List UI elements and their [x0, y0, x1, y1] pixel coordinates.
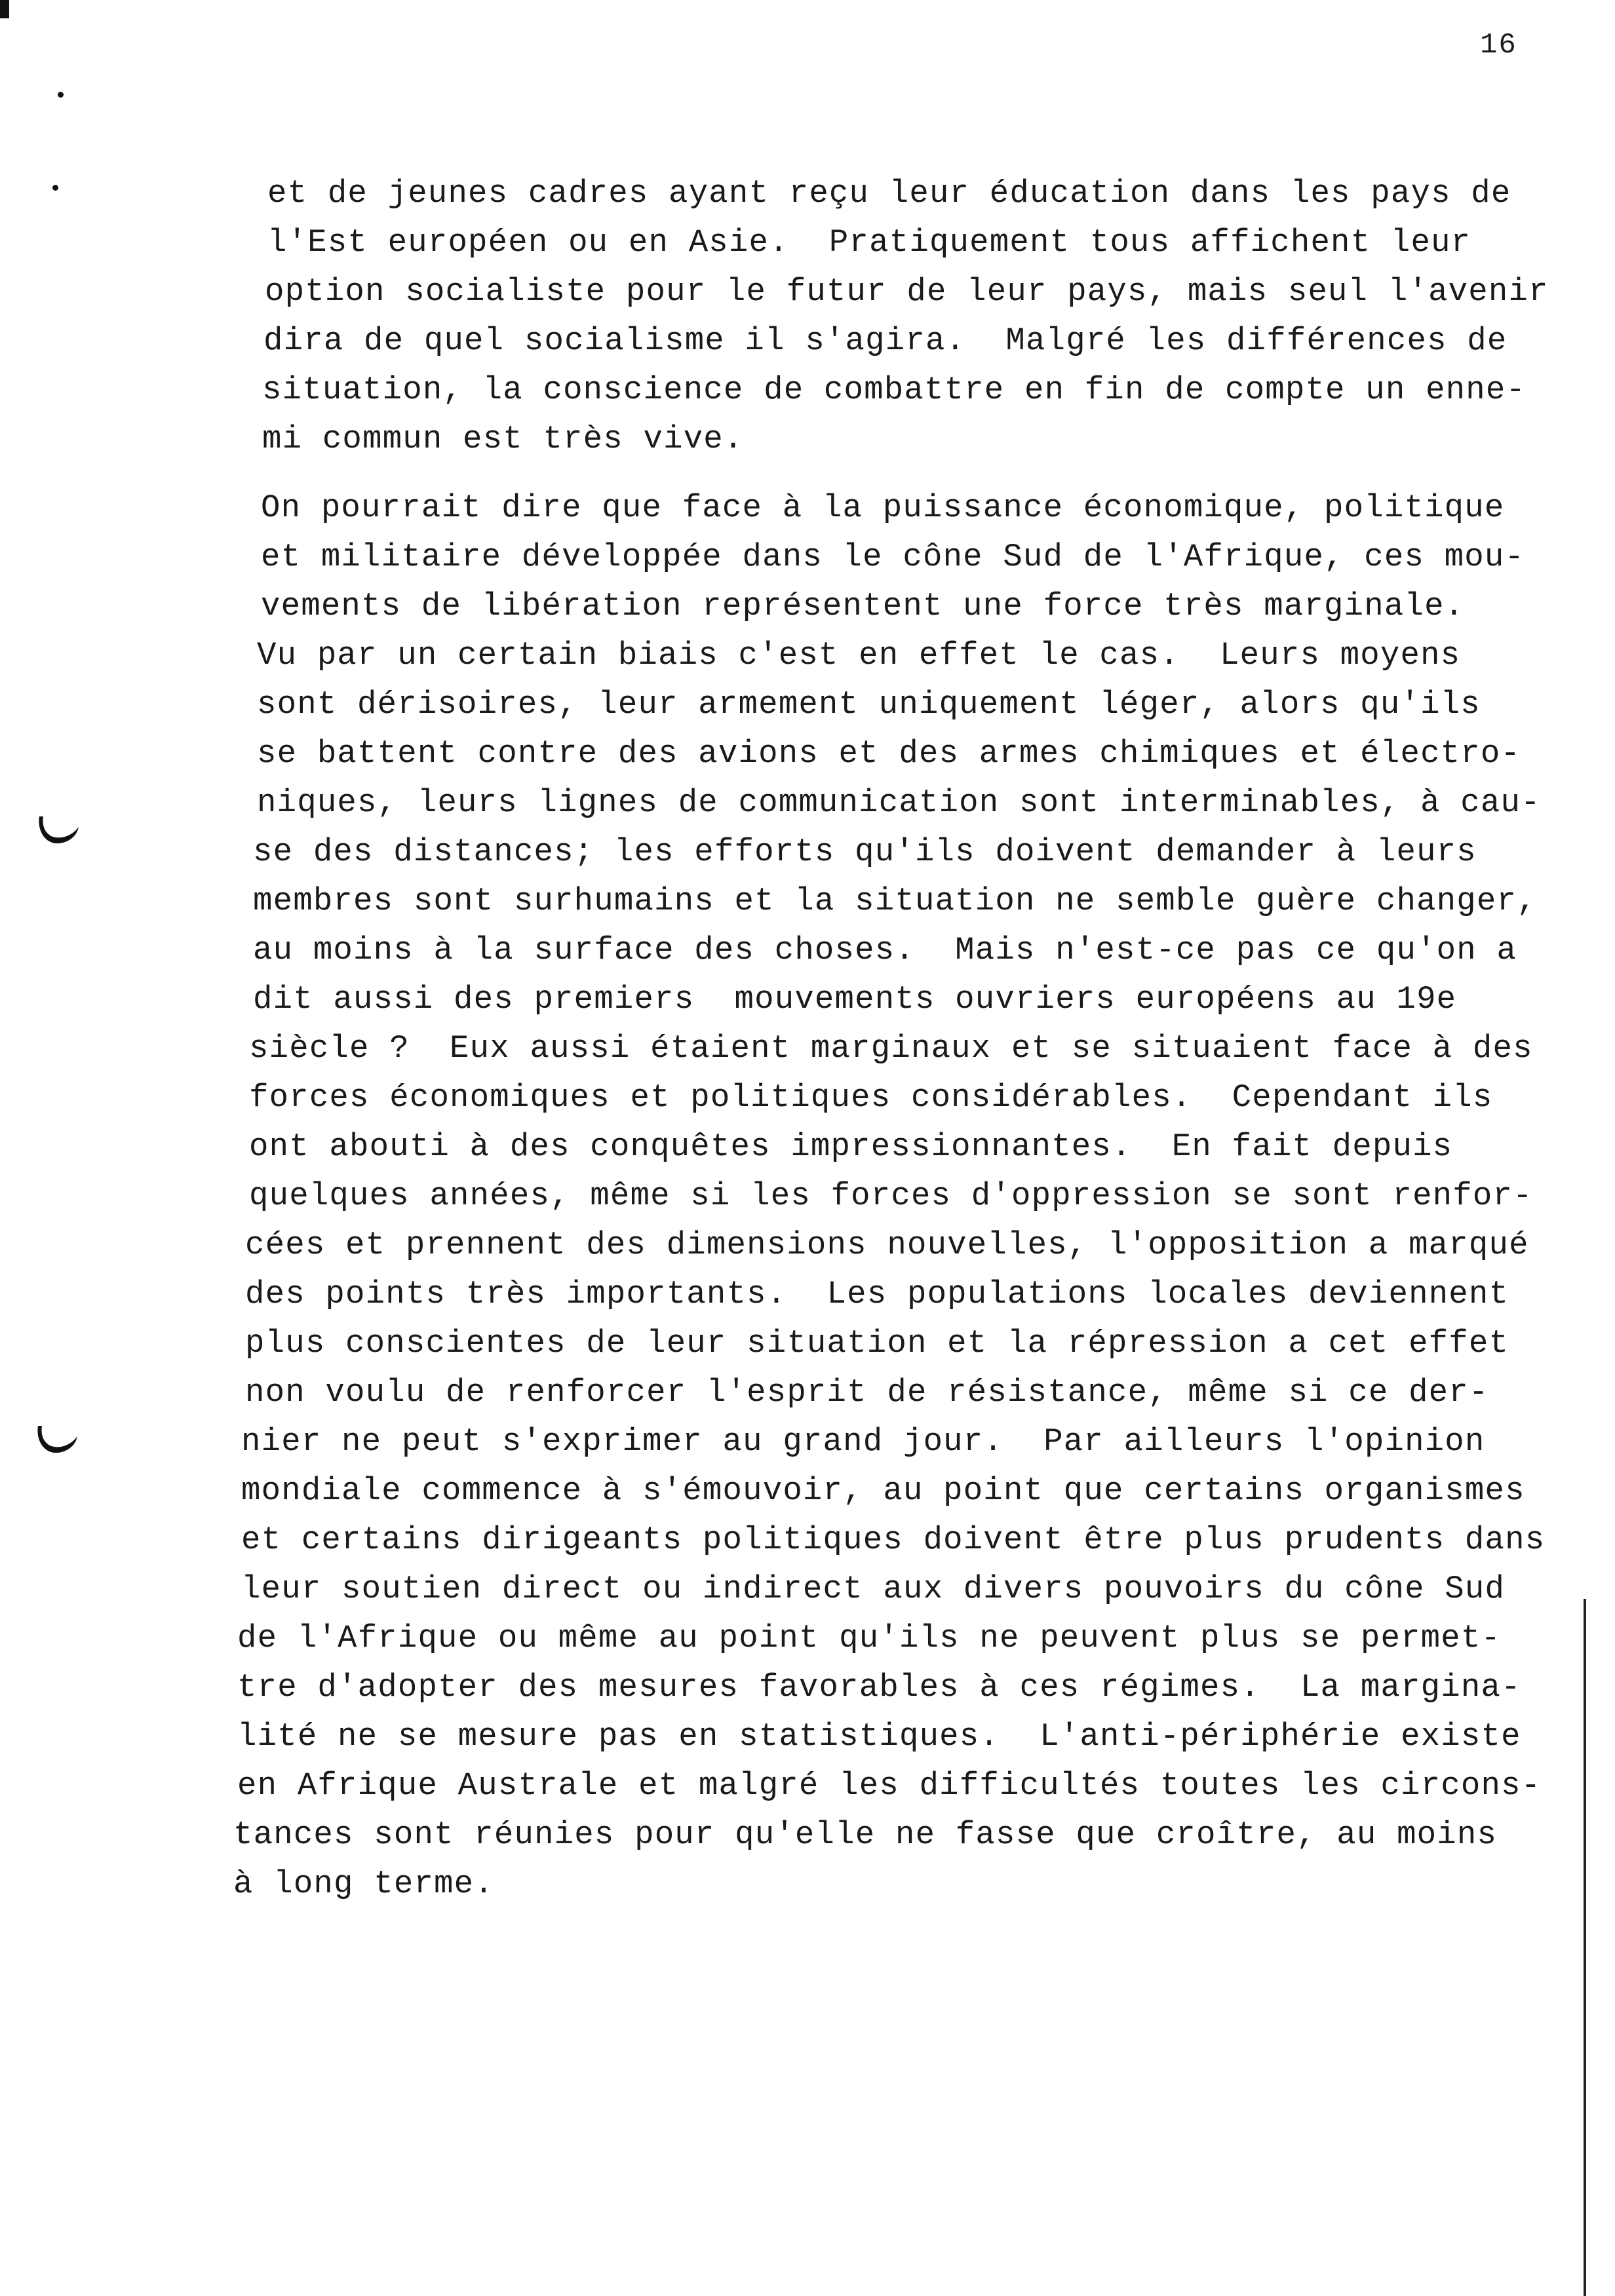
text-line: dira de quel socialisme il s'agira. Malgré les différences de	[263, 322, 1508, 359]
text-line: non voulu de renforcer l'esprit de résistance, même si ce der-	[245, 1374, 1489, 1411]
text-line: et de jeunes cadres ayant reçu leur éducation dans les pays de	[267, 175, 1511, 212]
text-line: forces économiques et politiques considérables. Cependant ils	[249, 1079, 1493, 1116]
text-line: leur soutien direct ou indirect aux divers pouvoirs du cône Sud	[241, 1571, 1506, 1607]
text-line: vements de libération représentent une force très marginale.	[261, 588, 1465, 624]
text-line: et certains dirigeants politiques doivent être plus prudents dans	[241, 1521, 1546, 1558]
text-line: nier ne peut s'exprimer au grand jour. Par ailleurs l'opinion	[241, 1423, 1485, 1460]
text-line: cées et prennent des dimensions nouvelles, l'opposition a marqué	[245, 1227, 1529, 1263]
margin-dot	[52, 185, 58, 191]
text-line: plus conscientes de leur situation et la répression a cet effet	[245, 1325, 1509, 1362]
text-line: niques, leurs lignes de communication sont interminables, à cau-	[257, 784, 1541, 821]
text-line: lité ne se mesure pas en statistiques. L'anti-périphérie existe	[237, 1718, 1521, 1755]
text-line: se des distances; les efforts qu'ils doivent demander à leurs	[253, 833, 1477, 870]
text-line: tances sont réunies pour qu'elle ne fasse que croître, au moins	[233, 1816, 1498, 1853]
page-number: 16	[1480, 29, 1517, 62]
text-line: quelques années, même si les forces d'oppression se sont renfor-	[249, 1177, 1533, 1214]
text-line: option socialiste pour le futur de leur pays, mais seul l'avenir	[265, 273, 1549, 310]
text-line: Vu par un certain biais c'est en effet le cas. Leurs moyens	[257, 637, 1461, 674]
text-line: ont abouti à des conquêtes impressionnantes. En fait depuis	[249, 1128, 1453, 1165]
document-body	[233, 169, 1560, 1909]
scan-edge-line	[1584, 1599, 1586, 2296]
text-line: On pourrait dire que face à la puissance économique, politique	[261, 489, 1505, 526]
text-line: sont dérisoires, leur armement uniquement léger, alors qu'ils	[257, 686, 1481, 723]
text-line: à long terme.	[233, 1866, 494, 1902]
text-line: siècle ? Eux aussi étaient marginaux et se situaient face à des	[249, 1030, 1533, 1067]
text-line: et militaire développée dans le cône Sud de l'Afrique, ces mou-	[261, 539, 1525, 575]
margin-dot	[58, 92, 64, 98]
text-line: dit aussi des premiers mouvements ouvriers européens au 19e	[253, 981, 1457, 1018]
paragraph	[233, 484, 1560, 1909]
text-line: en Afrique Australe et malgré les difficultés toutes les circons-	[237, 1767, 1542, 1804]
scan-corner-mark	[0, 0, 9, 18]
text-line: des points très importants. Les populations locales deviennent	[245, 1276, 1509, 1312]
text-line: mi commun est très vive.	[262, 421, 744, 457]
text-line: au moins à la surface des choses. Mais n'est-ce pas ce qu'on a	[253, 932, 1517, 968]
paragraph	[236, 169, 1560, 464]
text-line: membres sont surhumains et la situation ne semble guère changer,	[253, 883, 1537, 919]
punch-hole-icon	[33, 1417, 79, 1463]
text-line: l'Est européen ou en Asie. Pratiquement tous affichent leur	[267, 224, 1471, 261]
text-line: tre d'adopter des mesures favorables à ces régimes. La margina-	[237, 1669, 1521, 1706]
text-line: mondiale commence à s'émouvoir, au point que certains organismes	[241, 1472, 1525, 1509]
text-line: se battent contre des avions et des armes chimiques et électro-	[257, 735, 1521, 772]
text-line: situation, la conscience de combattre en fin de compte un enne-	[262, 372, 1527, 408]
punch-hole-icon	[34, 807, 80, 853]
text-line: de l'Afrique ou même au point qu'ils ne peuvent plus se permet-	[237, 1620, 1502, 1656]
